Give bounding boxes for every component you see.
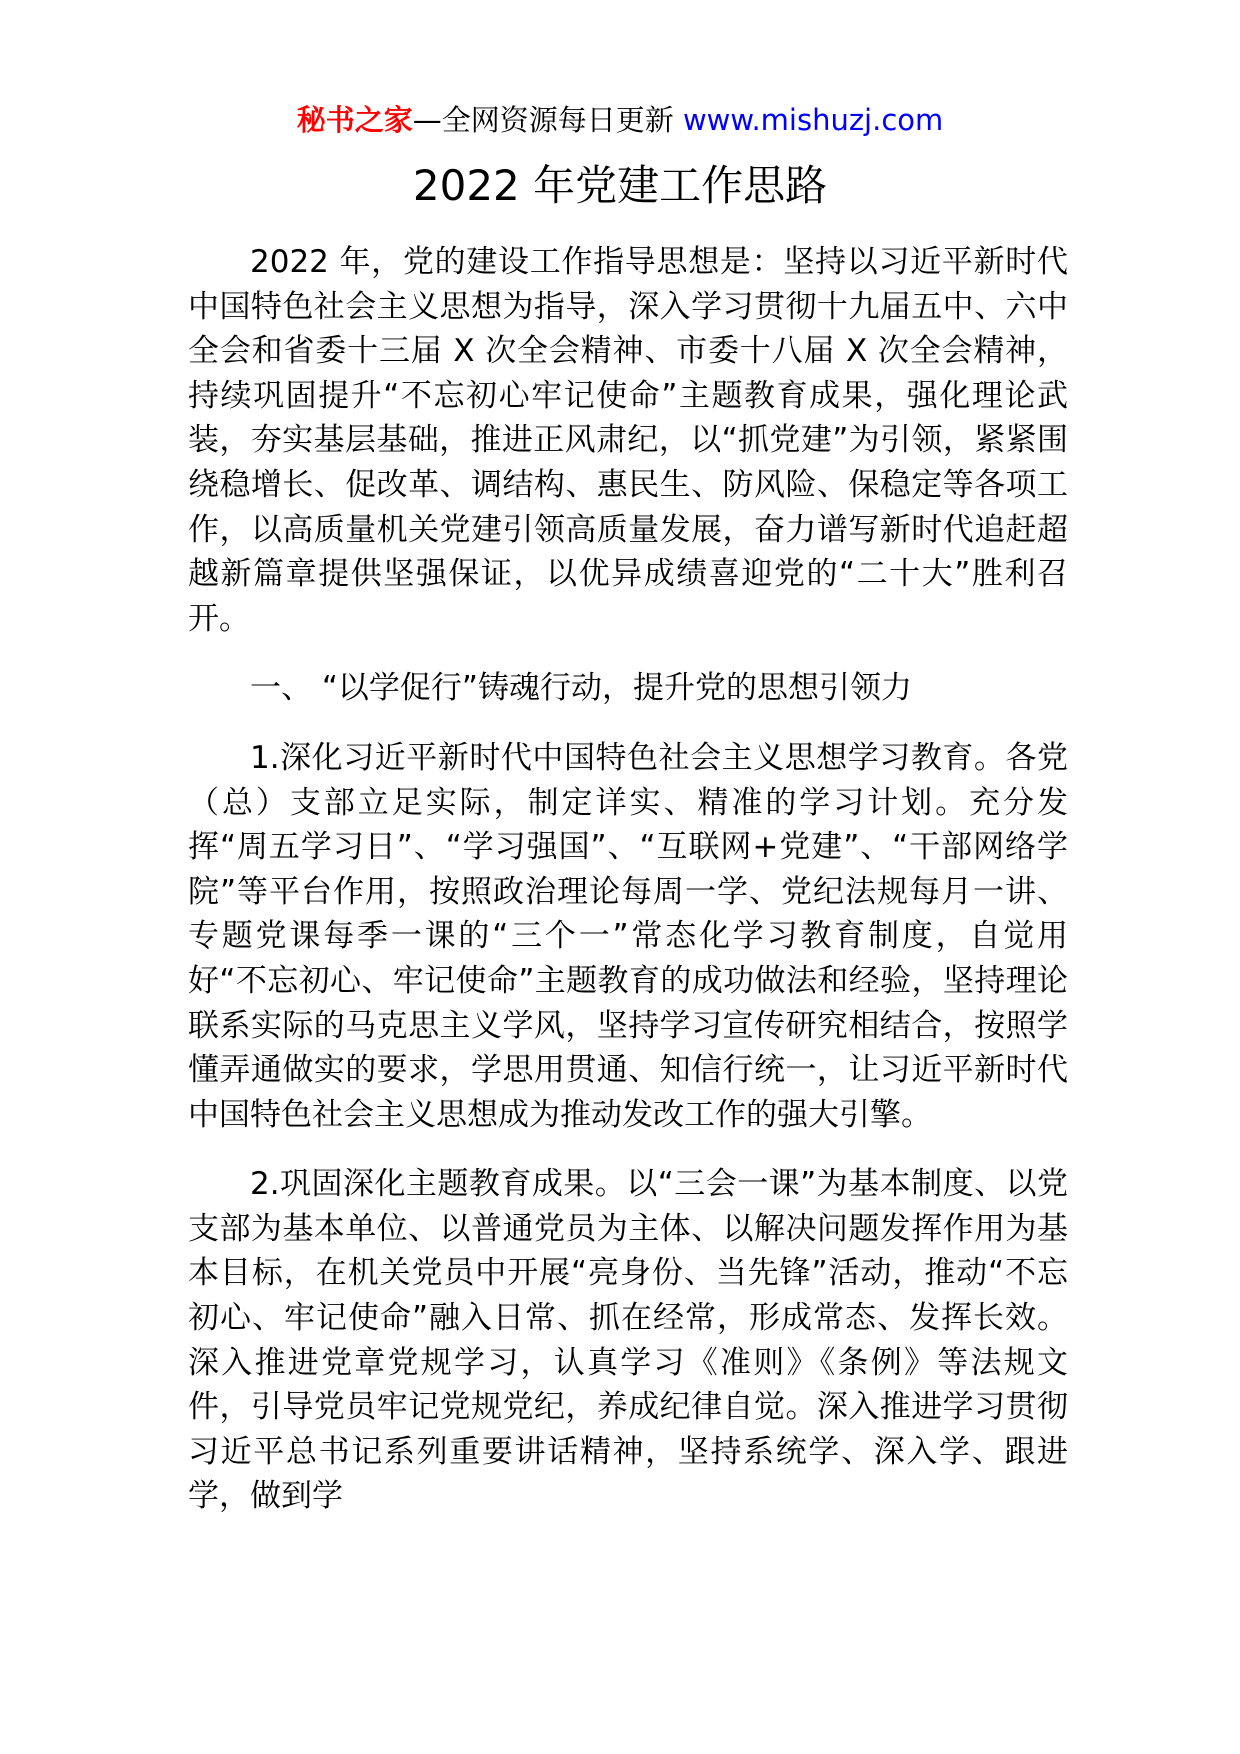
item-paragraph-1: 1.深化习近平新时代中国特色社会主义思想学习教育。各党（总）支部立足实际，制定详实、精准的学习计划。充分发挥“周五学习日”、“学习强国”、“互联网+党建”、“干部网络学院”等平台作用，按照政治理论每周一学、党纪法规每月一讲、专题党课每季一课的“三个一”常态化学习教育制度，自觉用好“不忘初心、牢记使命”主题教育的成功做法和经验，坚持理论联系实际的马克思主义学风，坚持学习宣传研究相结合，按照学懂弄通做实的要求，学思用贯通、知信行统一，让习近平新时代中国特色社会主义思想成为推动发改工作的强大引擎。	[188, 739, 1068, 1133]
site-url[interactable]: www.mishuzj.com	[682, 103, 944, 137]
document-title: 2022 年党建工作思路	[412, 161, 828, 210]
header-tagline: —全网资源每日更新	[412, 103, 683, 137]
item-paragraph-2: 2.巩固深化主题教育成果。以“三会一课”为基本制度、以党支部为基本单位、以普通党员为主体、以解决问题发挥作用为基本目标，在机关党员中开展“亮身份、当先锋”活动，推动“不忘初心、牢记使命”融入日常、抓在经常，形成常态、发挥长效。深入推进党章党规学习，认真学习《准则》《条例》等法规文件，引导党员牢记党规党纪，养成纪律自觉。深入推进学习贯彻习近平总书记系列重要讲话精神，坚持系统学、深入学、跟进学，做到学	[188, 1166, 1068, 1515]
section-heading-1: 一、 “以学促行”铸魂行动，提升党的思想引领力	[250, 670, 912, 707]
brand-name: 秘书之家	[296, 103, 413, 137]
document-body	[188, 240, 1068, 1544]
page-header	[0, 100, 1240, 140]
intro-paragraph: 2022 年，党的建设工作指导思想是：坚持以习近平新时代中国特色社会主义思想为指导，深入学习贯彻十九届五中、六中全会和省委十三届 X 次全会精神、市委十八届 X 次全会精神，持续巩固提升“不忘初心牢记使命”主题教育成果，强化理论武装，夯实基层基础，推进正风肃纪，以“抓党建”为引领，紧紧围绕稳增长、促改革、调结构、惠民生、防风险、保稳定等各项工作，以高质量机关党建引领高质量发展，奋力谱写新时代追赶超越新篇章提供坚强保证，以优异成绩喜迎党的“二十大”胜利召开。	[188, 244, 1068, 637]
